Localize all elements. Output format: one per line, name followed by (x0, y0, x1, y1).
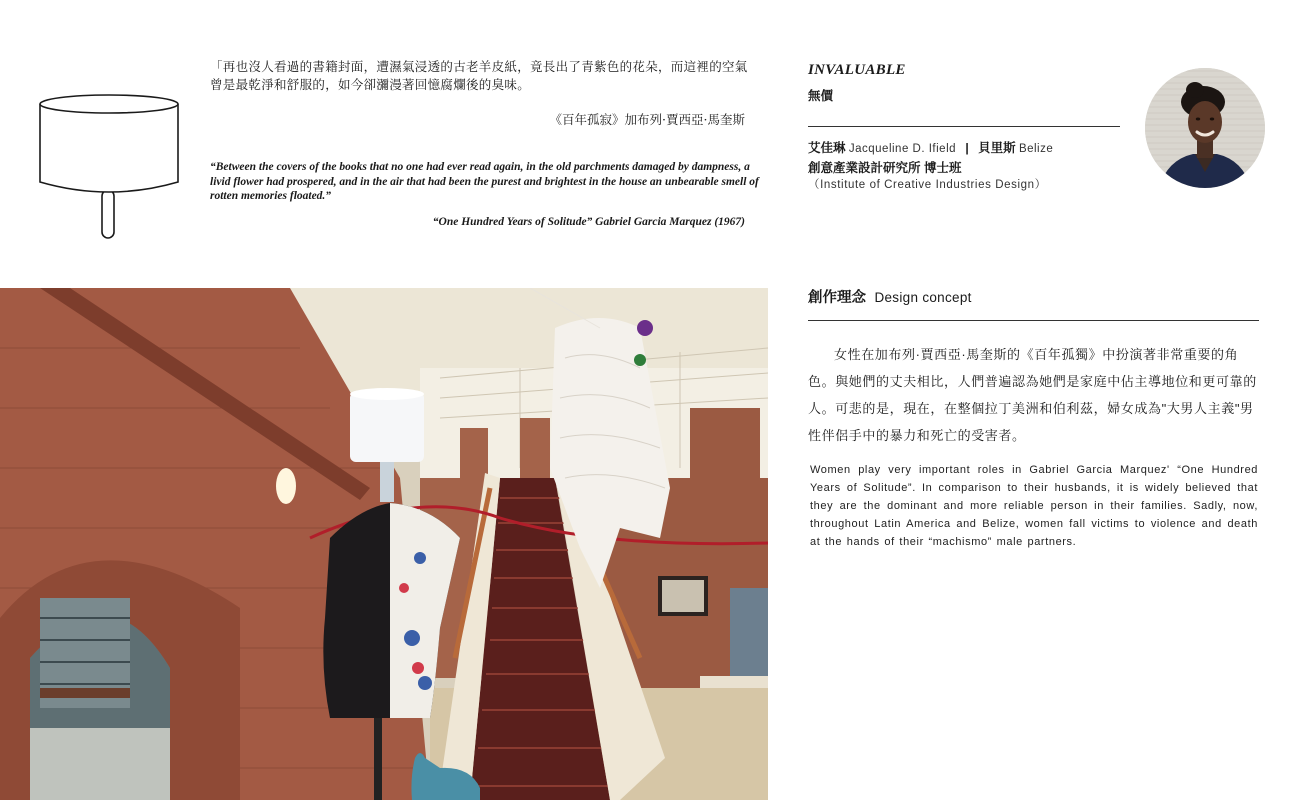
exhibition-photo (0, 288, 768, 800)
concept-heading-en: Design concept (874, 290, 972, 305)
concept-body-en: Women play very important roles in Gabriel Garcia Marquez' “One Hundred Years of Solitude”. In comparison to their husbands, it is widely believed that they are the dominant and more reliable person in their families. Sadly, now, throughout Latin America and Belize, women fall victims to violence and death at the hands of their “machismo” male partners. (810, 464, 1258, 548)
designer-portrait (1145, 68, 1265, 188)
header-divider (808, 126, 1120, 127)
work-title: INVALUABLE (808, 62, 906, 78)
chinese-quote-source: 《百年孤寂》加布列·賈西亞·馬奎斯 (549, 112, 745, 127)
designer-name-zh: 艾佳琳 (808, 141, 846, 155)
concept-paragraph-zh: 女性在加布列·賈西亞·馬奎斯的《百年孤獨》中扮演著非常重要的角色。與她們的丈夫相比，人們普遍認為她們是家庭中佔主導地位和更可靠的人。可悲的是，現在，在整個拉丁美洲和伯利茲，婦女成為"大男人主義"男性伴侶手中的暴力和死亡的受害者。 (808, 347, 1257, 443)
designer-country-zh: 貝里斯 (978, 141, 1016, 155)
concept-body-zh (808, 341, 1260, 449)
english-quote-source: “One Hundred Years of Solitude” Gabriel Garcia Marquez (1967) (432, 216, 745, 228)
english-quote: “Between the covers of the books that no one had ever read again, in the old parchments damaged by dampness, a livid flower had prospered, and in the air that had been the purest and brightest in the house an unbearable smell of rotten memories floated.” (210, 161, 759, 202)
designer-separator: | (965, 141, 969, 155)
designer-info (808, 138, 1053, 156)
institute-en: （Institute of Creative Industries Design） (808, 179, 1047, 191)
designer-country-en: Belize (1018, 143, 1054, 155)
work-title-zh: 無價 (808, 89, 834, 103)
designer-name-en: Jacqueline D. Ifield (848, 143, 957, 155)
chinese-quote: 「再也沒人看過的書籍封面，遭濕氣浸透的古老羊皮紙，竟長出了青紫色的花朵，而這裡的空氣曾是最乾淨和舒服的，如今卻瀰漫著回憶腐爛後的臭味。 (210, 59, 748, 92)
concept-heading (808, 286, 972, 307)
lamp-icon (36, 94, 182, 242)
institute-zh: 創意產業設計研究所 博士班 (808, 161, 962, 175)
concept-divider (808, 320, 1259, 321)
concept-heading-zh: 創作理念 (808, 290, 866, 306)
